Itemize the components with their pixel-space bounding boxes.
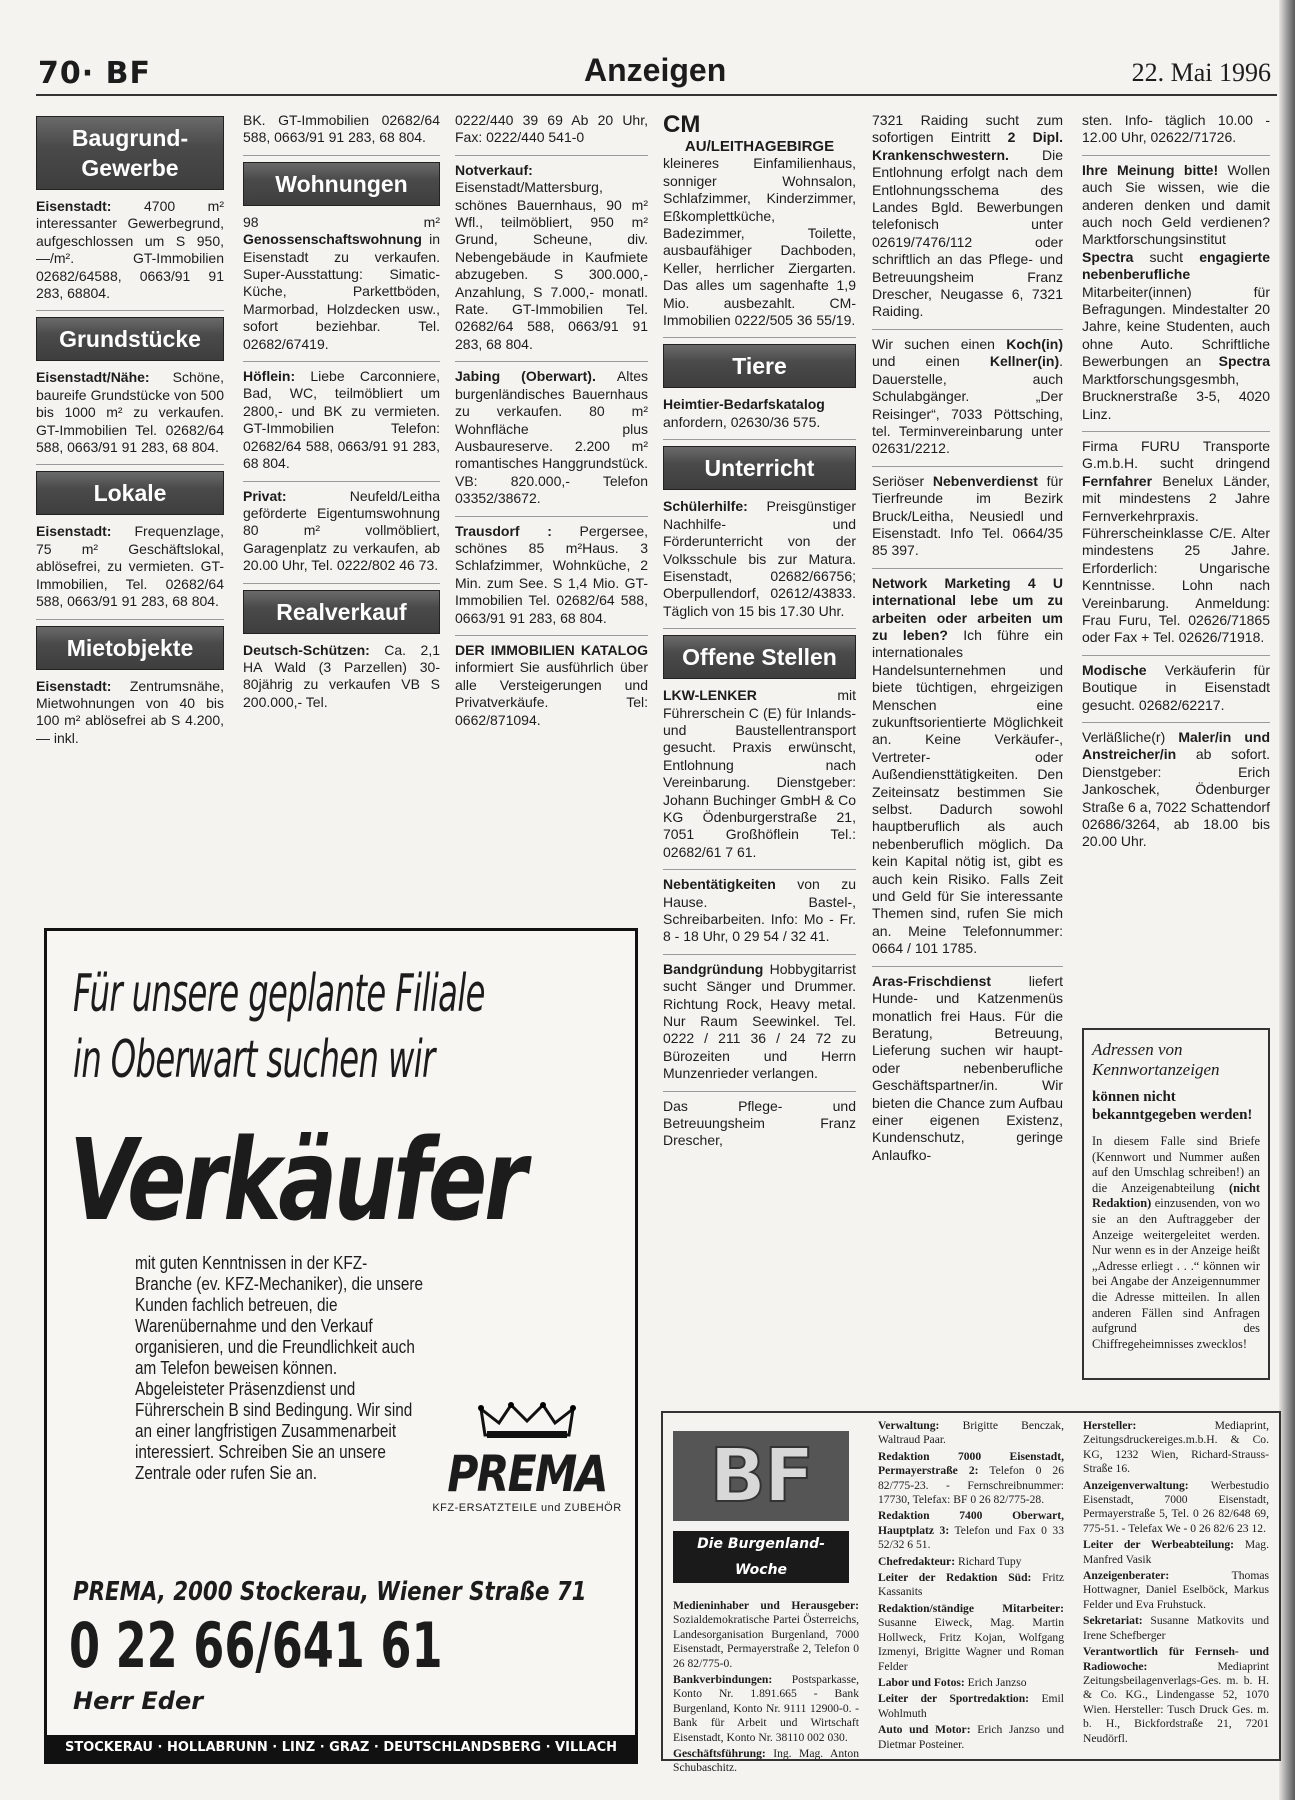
classified-ad — [872, 473, 1063, 569]
section-header: Wohnungen — [243, 162, 440, 206]
kennwort-body-text-2: einzusenden, von wo sie an den Auftraggeber der Anzeige weitergeleitet werden. Nur wenn es in der Anzeige heißt „Adresse erliegt . . .“ können wir bei Angabe der Anzeigennummer die Adresse mitteilen. In allen anderen Fällen sind Anfragen aufgrund des Chiffregeheimnisses zwecklos! — [1092, 1196, 1260, 1351]
impressum-value: Erich Janzso und Dietmar Posteiner. — [878, 1723, 1064, 1751]
impressum-value: Brigitte Benczak, Waltraud Paar. — [878, 1419, 1064, 1447]
ad-lead: Höflein: — [243, 368, 311, 385]
ad-lead: DER IMMOBILIEN KATALOG — [455, 641, 648, 658]
ad-lead: Eisenstadt: — [36, 523, 135, 540]
ad-lead: Aras-Frischdienst — [872, 972, 992, 989]
ad-column-1 — [36, 112, 224, 761]
ad-text: mit Führerschein C (E) für Inlands- und Baustellentransport gesucht. Praxis erwünscht, Entlohnung nach Vereinbarung. Dienstgeber: Johann Buchinger GmbH & Co KG Ödenburgerstraße 21, 7051 Großhöflein Tel.: 02682/61 7 61. — [663, 687, 856, 860]
ad-text: kleineres Einfamilienhaus, sonniger Wohnsalon, Schlafzimmer, Kinderzimmer, Eßkomplettküche, Badezimmer, Toilette, ausbaufähiger Dachboden, Keller, herrlicher Ziergarten. Das alles um sagenhafte 1,9 Mio. ausbezahlt. CM-Immobilien 0222/505 36 55/19. — [663, 155, 856, 329]
impressum-label: Bankverbindungen: — [673, 1673, 773, 1687]
impressum-label: Leiter der Sportredaktion: — [878, 1692, 1030, 1706]
page-binding-shadow — [1279, 0, 1295, 1800]
impressum-label: Sekretariat: — [1083, 1614, 1143, 1628]
kennwort-notice-box — [1082, 1028, 1270, 1380]
ad-text: ab sofort. Dienstgeber: Erich Jankoschek, Ödenburger Straße 6 a, 7022 Schattendorf 02686/3264, ab 18.00 bis 20.00 Uhr. — [1082, 746, 1270, 850]
ad-lead: engagierte nebenberufliche — [1082, 248, 1270, 283]
ad-text: Zentrumsnähe, Mietwohnungen von 40 bis 100 m² ablösefrei ab S 4.200,— inkl. — [36, 677, 224, 746]
classified-ad — [243, 112, 440, 156]
impressum-label: Medieninhaber und Herausgeber: — [673, 1599, 859, 1612]
impressum-entry — [1083, 1569, 1269, 1612]
crown-icon — [477, 1401, 577, 1441]
ad-column-5 — [872, 112, 1063, 1178]
ad-text: Altes burgenländisches Bauernhaus zu verkaufen. 80 m² Wohnfläche plus Ausbaureserve. 2.200 m² romantisches Hanggrundstück. VB: 820.000,- Telefon 03352/38672. — [455, 368, 648, 507]
section-title: Anzeigen — [584, 52, 727, 88]
section-header: Mietobjekte — [36, 626, 224, 670]
ad-text: liefert Hunde- und Katzenmenüs monatlich frei Haus. Für die Beratung, Betreuung, Lieferung suchen wir haupt- oder nebenberufliche Geschäftspartner/in. Wir bieten die Chance zum Aufbau einer eigenen Existenz, Kundenschutz, geringe Anlaufko- — [872, 972, 1063, 1163]
impressum-value: Richard Tupy — [955, 1554, 1022, 1568]
impressum-entry — [878, 1555, 1064, 1569]
ad-lead: 2 Dipl. Krankenschwestern. — [872, 129, 1063, 163]
impressum-value: Thomas Hottwagner, Daniel Eselböck, Markus Felder und Eva Fruhstuck. — [1083, 1569, 1269, 1611]
impressum-label: Redaktion/ständige Mitarbeiter: — [878, 1601, 1064, 1615]
kennwort-title: Adressen von Kennwortanzeigen — [1092, 1040, 1220, 1079]
kennwort-body — [1092, 1134, 1260, 1352]
classified-ad — [243, 488, 440, 584]
impressum-entry — [1083, 1645, 1269, 1746]
classified-ad — [872, 575, 1063, 967]
ad-lead: Ihre Meinung bitte! — [1082, 161, 1219, 178]
ad-text: Die Entlohnung erfolgt nach dem Entlohnungsschema des Landes Bgld. Bewerbungen telefonisch unter 02619/7476/112 oder schriftlich an das Pflege- und Betreuungsheim Franz Drescher, Neugasse 6, 7321 Raiding. — [872, 146, 1063, 320]
ad-lead: Modische — [1082, 661, 1147, 678]
ad-text: Firma FURU Transporte G.m.b.H. sucht dringend — [1082, 437, 1270, 472]
classified-ad — [1082, 729, 1270, 859]
ad-text: in Eisenstadt zu verkaufen. Super-Ausstattung: Simatic-Küche, Parkettböden, Marmorbad, Holzdecken usw., sofort beziehbar. Tel. 02682/67419. — [243, 231, 440, 352]
impressum-entry — [1083, 1614, 1269, 1643]
ad-text: 0222/440 39 69 Ab 20 Uhr, Fax: 0222/440 541-0 — [455, 112, 648, 146]
ad-lead: Network Marketing 4 U international lebe um zu arbeiten oder arbeiten um zu leben? — [872, 574, 1063, 643]
classified-ad — [243, 642, 440, 720]
impressum-label: Auto und Motor: — [878, 1723, 971, 1737]
impressum-value: Emil Wohlmuth — [878, 1692, 1064, 1720]
impressum-value: Werbestudio Eisenstadt, 7000 Eisenstadt, Permayerstraße 5, Tel. 0 26 82/648 69, 775-51. - Telefax We - 0 26 82/6 23 12. — [1083, 1478, 1269, 1535]
classified-ad — [455, 642, 648, 737]
ad-text: Verläßliche(r) — [1082, 729, 1179, 745]
classified-ad — [1082, 112, 1270, 156]
ad-location: AU/LEITHAGEBIRGE — [684, 138, 835, 155]
classified-ad — [243, 368, 440, 481]
impressum-entry — [878, 1692, 1064, 1721]
prema-tagline: KFZ-ERSATZTEILE und ZUBEHÖR — [432, 1502, 622, 1514]
ad-text: Benelux Länder, mit mindestens 2 Jahre Fernverkehrpraxis. Führerscheinklasse C/E. Alter mindestens 25 Jahre. Erforderlich: Ungarische Kenntnisse. Lohn nach Vereinbarung. Anmeldung: Frau Furu, Tel. 02626/71865 oder Fax + Tel. 02626/71918. — [1082, 472, 1270, 646]
ad-lead: Privat: — [243, 487, 350, 504]
ad-text: Mitarbeiter(innen) für Befragungen. Mindestalter 20 Jahre, keine Studenten, auch ohne Auto. Schriftliche Bewerbungen an — [1082, 283, 1270, 370]
impressum-value: Mediaprint Zeitungsbeilagenverlags-Ges. m. b. H. & Co. KG., Lindengasse 52, 1070 Wien. Hersteller: Tusch Druck Ges. m. b. H., Bickfordstraße 21, 7201 Neudörfl. — [1083, 1659, 1269, 1745]
ad-lead: Spectra — [1082, 248, 1134, 265]
ad-text: Hobbygitarrist sucht Sänger und Drummer. Richtung Rock, Heavy metal. Nur Raum Seewinkel. Tel. 0222 / 211 36 / 24 72 zu Bürozeiten und Herrn Munzenrieder verlangen. — [663, 960, 856, 1082]
impressum-entry — [878, 1676, 1064, 1690]
section-header: Lokale — [36, 471, 224, 515]
impressum-label: Anzeigenverwaltung: — [1083, 1478, 1189, 1492]
section-header: Baugrund- Gewerbe — [36, 116, 224, 190]
classified-ad — [872, 973, 1063, 1172]
impressum-value: Susanne Matkovits und Irene Schefberger — [1083, 1614, 1269, 1642]
kennwort-body-bold: (nicht Redaktion) — [1092, 1180, 1260, 1211]
impressum-entry — [878, 1571, 1064, 1600]
impressum-value: Fritz Kassanits — [878, 1571, 1064, 1599]
impressum-value: Susanne Eiweck, Mag. Martin Hollweck, Fritz Kojan, Wolfgang Izmenyi, Brigitte Wagner und Roman Felder — [878, 1616, 1064, 1673]
prema-logo — [432, 1401, 622, 1514]
ad-text: Wollen auch Sie wissen, wie die anderen denken und damit auch noch Geld verdienen? Marktforschungsinstitut — [1082, 161, 1271, 248]
header-rule — [36, 94, 1277, 96]
classified-ad — [663, 961, 856, 1092]
classified-ad — [872, 112, 1063, 330]
impressum-label: Redaktion 7400 Oberwart, Hauptplatz 3: — [878, 1509, 1064, 1537]
page-number: 70· BF — [38, 56, 151, 91]
ad-lead: Heimtier-Bedarfskatalog — [663, 396, 825, 413]
advertiser-logo: CM — [663, 111, 701, 138]
ad-lead: Schülerhilfe: — [663, 498, 767, 515]
classified-ad — [36, 369, 224, 465]
ad-text: sucht — [1133, 248, 1200, 265]
ad-text: Eisenstadt/Mattersburg, schönes Bauernhaus, 90 m² Wfl., teilmöbliert, 950 m² Grund, Scheune, div. Nebengebäude in Kaufmiete abzugeben. S 300.000,- Anzahlung, S 7.000,- monatl. Rate. GT-Immobilien Tel. 02682/64 588, 0663/91 91 283, 68 804. — [455, 179, 648, 352]
ad-lead: Eisenstadt/Nähe: — [36, 369, 173, 386]
impressum-entry — [673, 1599, 859, 1671]
prema-wordmark: PREMA — [447, 1445, 607, 1503]
ad-text: Das Pflege- und Betreuungsheim Franz Drescher, — [663, 1097, 856, 1149]
section-header: Unterricht — [663, 446, 856, 490]
impressum-column-2 — [878, 1419, 1064, 1754]
impressum-value: Postsparkasse, Konto Nr. 1.891.665 - Bank Burgenland, Konto Nr. 9111 12900-0. - Bank für Arbeit und Wirtschaft Eisenstadt, Konto Nr. 38110 002 030. — [673, 1673, 859, 1744]
classified-ad — [663, 498, 856, 629]
impressum-box — [661, 1411, 1281, 1775]
ad-text: Ca. 2,1 HA Wald (3 Parzellen) 30-80jährig zu verkaufen VB S 200.000,- Tel. — [243, 641, 440, 710]
ad-text: informiert Sie ausführlich über alle Versteigerungen und Privatverkäufe. Tel: 0662/871094. — [455, 659, 648, 728]
ad-headline: Für unsere geplante Filiale in Oberwart suchen wir — [73, 964, 485, 1090]
impressum-entry — [878, 1419, 1064, 1448]
issue-date: 22. Mai 1996 — [1131, 58, 1271, 87]
impressum-value: Telefon und Fax 0 33 52/32 6 51. — [878, 1523, 1064, 1552]
ad-lead: Koch(in) — [1006, 335, 1063, 352]
ad-text: Frequenzlage, 75 m² Geschäftslokal, ablösefrei, zu vermieten. GT-Immobilien, Tel. 02682/64 588, 0663/91 91 283, 68 804. — [36, 523, 224, 610]
ad-column-3 — [455, 112, 648, 743]
classified-ad — [455, 523, 648, 636]
impressum-label: Labor und Fotos: — [878, 1675, 965, 1689]
ad-lead: Maler/in und Anstreicher/in — [1082, 729, 1270, 763]
ad-text: 7321 Raiding sucht zum sofortigen Eintritt — [872, 112, 1063, 146]
ad-body: mit guten Kenntnissen in der KFZ-Branche (ev. KFZ-Mechaniker), die unsere Kunden fachlich betreuen, die Warenübernahme und den Verkauf organisieren, und die Freundlichkeit auch am Telefon beweisen können. Abgeleisteter Präsenzdienst und Führerschein B sind Bedingung. Wir sind an einer langfristigen Zusammenarbeit interessiert. Schreiben Sie an unsere Zentrale oder rufen Sie an. — [135, 1253, 423, 1483]
classified-ad — [1082, 438, 1270, 656]
section-header: Offene Stellen — [663, 635, 856, 679]
section-header: Tiere — [663, 344, 856, 388]
kennwort-subtitle: können nicht bekanntgegeben werden! — [1092, 1089, 1253, 1123]
ad-text: sten. Info- täglich 10.00 - 12.00 Uhr, 02622/71726. — [1082, 112, 1270, 146]
prema-job-ad — [44, 928, 638, 1764]
ad-lead: Fernfahrer — [1082, 472, 1153, 489]
ad-lead: Spectra — [1218, 353, 1270, 370]
impressum-entry — [1083, 1538, 1269, 1567]
ad-lead: Kellner(in) — [989, 353, 1060, 370]
kennwort-body-text: In diesem Falle sind Briefe (Kennwort und Nummer außen auf den Umschlag schreiben!) an die Anzeigenabteilung — [1092, 1134, 1260, 1195]
classified-ad — [243, 214, 440, 362]
ad-text: Neufeld/Leitha geförderte Eigentumswohnung 80 m² vollmöbliert, Garagenplatz zu verkaufen, ab 20.00 Uhr, Tel. 0222/802 46 73. — [243, 487, 440, 574]
ad-lead: Jabing (Oberwart). — [455, 368, 617, 385]
impressum-value: Telefon 0 26 82/775-23. - Fernschreibnummer: 17730, Telefax: BF 0 26 82/775-28. — [878, 1464, 1064, 1507]
ad-text: Wir suchen einen — [872, 335, 1007, 352]
classified-ad — [455, 368, 648, 516]
ad-text: Schöne, baureife Grundstücke von 500 bis 1000 m² zu verkaufen. GT-Immobilien Tel. 02682/64 588, 0663/91 91 283, 68 804. — [36, 369, 224, 456]
bf-logo: BF — [673, 1431, 849, 1521]
ad-text: . Dauerstelle, auch Schulabgänger. „Der Reisinger“, 7033 Pöttsching, tel. Terminvereinbarung unter 02631/2212. — [872, 353, 1063, 457]
ad-text: für Tierfreunde im Bezirk Bruck/Leitha, Neusiedl und Eisenstadt. Info Tel. 0664/35 85 397. — [872, 472, 1063, 559]
ad-lead: Nebenverdienst — [932, 472, 1038, 489]
ad-column-6 — [1082, 112, 1270, 865]
impressum-value: Mag. Manfred Vasik — [1083, 1538, 1269, 1566]
ad-text: Ich führe ein internationales Handelsunternehmen und biete tüchtigen, ehrgeizigen Menschen eine zukunftsorientierte Möglichkeit an. Keine Verkäufer-, Vertreter- oder Außendiensttätigkeiten. Den Zeiteinsatz bestimmen Sie selbst. Dadurch sowohl hauptberuflich als auch nebenberuflich möglich. Da kein Kapital nötig ist, gibt es auch kein Risiko. Falls Zeit und Geld für Sie interessante Themen sind, rufen Sie mich an. Meine Telefonnummer: 0664 / 101 1785. — [872, 626, 1063, 957]
ad-text: anfordern, 02630/36 575. — [663, 413, 821, 430]
classified-ad — [36, 678, 224, 756]
ad-text: BK. GT-Immobilien 02682/64 588, 0663/91 91 283, 68 804. — [243, 112, 440, 146]
ad-text: Verkäuferin für Boutique in Eisenstadt gesucht. 02682/62217. — [1082, 661, 1270, 713]
ad-locations-bar: STOCKERAU · HOLLABRUNN · LINZ · GRAZ · DEUTSCHLANDSBERG · VILLACH — [47, 1735, 635, 1761]
ad-lead: Bandgründung — [663, 960, 770, 977]
ad-lead: Deutsch-Schützen: — [243, 641, 385, 658]
ad-contact: Herr Eder — [73, 1687, 204, 1715]
ad-column-2 — [243, 112, 440, 725]
impressum-entry — [673, 1673, 859, 1745]
classified-ad — [663, 112, 856, 338]
impressum-value: Mediaprint, Zeitungsdruckereiges.m.b.H. & Co. KG, 1232 Wien, Richard-Strauss-Straße 16. — [1083, 1419, 1269, 1476]
ad-lead: Eisenstadt: — [36, 677, 130, 694]
impressum-entry — [878, 1450, 1064, 1508]
impressum-value: Ing. Mag. Anton Schubaschitz. — [673, 1747, 859, 1775]
ad-text: Preisgünstiger Nachhilfe- und Förderunterricht von der Volksschule bis zur Matura. Eisenstadt, 02682/66756; Oberpullendorf, 02612/43833. Täglich von 15 bis 17.30 Uhr. — [663, 498, 856, 619]
impressum-value: Erich Janzso — [964, 1675, 1027, 1689]
classified-ad — [36, 198, 224, 311]
ad-lead: Trausdorf : — [455, 522, 580, 539]
impressum-entry — [878, 1723, 1064, 1752]
ad-lead: LKW-LENKER — [663, 687, 838, 704]
impressum-label: Verwaltung: — [878, 1419, 940, 1432]
ad-text: Liebe Carconniere, Bad, WC, teilmöbliert um 2800,- und BK zu vermieten. GT-Immobilien Telefon: 02682/64 588, 0663/91 91 283, 68 804. — [243, 368, 441, 472]
classified-ad — [455, 162, 648, 362]
ad-phone: 0 22 66/641 61 — [69, 1609, 443, 1682]
classified-ad — [1082, 662, 1270, 723]
classified-ad — [1082, 162, 1270, 432]
ad-text: und einen — [872, 353, 990, 370]
classified-ad — [872, 336, 1063, 467]
impressum-column-1 — [673, 1419, 859, 1778]
classified-ad — [663, 1098, 856, 1158]
ad-text: 4700 m² interessanter Gewerbegrund, aufgeschlossen um S 950,—/m². GT-Immobilien 02682/64588, 0663/91 91 283, 68804. — [36, 198, 224, 302]
impressum-label: Chefredakteur: — [878, 1554, 956, 1568]
ad-text: 98 m² — [243, 213, 440, 230]
impressum-label: Hersteller: — [1083, 1419, 1137, 1432]
impressum-entry — [1083, 1419, 1269, 1477]
impressum-entry — [673, 1747, 859, 1776]
ad-lead: Genossenschaftswohnung — [243, 231, 422, 248]
classified-ad — [663, 687, 856, 870]
impressum-label: Leiter der Werbeabteilung: — [1083, 1538, 1235, 1552]
impressum-entry — [878, 1602, 1064, 1674]
impressum-label: Leiter der Redaktion Süd: — [878, 1571, 1032, 1585]
ad-column-4 — [663, 112, 856, 1164]
impressum-column-3 — [1083, 1419, 1269, 1748]
ad-position: Verkäufer — [69, 1116, 525, 1246]
ad-lead: Eisenstadt: — [36, 198, 144, 214]
ad-address: PREMA, 2000 Stockerau, Wiener Straße 71 — [73, 1577, 587, 1607]
impressum-value: Sozialdemokratische Partei Österreichs, Landesorganisation Burgenland, 7000 Eisenstadt, Permayerstraße 2, Telefon 0 26 82/775-0. — [673, 1613, 859, 1670]
classified-ad — [663, 876, 856, 955]
classified-ad — [455, 112, 648, 156]
ad-text: Pergersee, schönes 85 m²Haus. 3 Schlafzimmer, Wohnküche, 2 Min. zum See. S 1,4 Mio. GT-Immobilien Tel. 02682/64 588, 0663/91 91 283, 68 804. — [455, 522, 648, 626]
classified-ad — [36, 523, 224, 619]
classified-ad — [663, 396, 856, 440]
impressum-label: Redaktion 7000 Eisenstadt, Permayerstraße 2: — [878, 1449, 1064, 1478]
impressum-label: Anzeigenberater: — [1083, 1569, 1170, 1583]
ad-text: Seriöser — [872, 472, 933, 489]
impressum-entry — [1083, 1479, 1269, 1537]
impressum-label: Geschäftsführung: — [673, 1747, 766, 1761]
bf-logo-subtitle: Die Burgenland-Woche — [673, 1531, 849, 1583]
impressum-label: Verantwortlich für Fernseh- und Radiowoche: — [1083, 1645, 1269, 1673]
ad-lead: Nebentätigkeiten — [663, 876, 798, 893]
section-header: Grundstücke — [36, 317, 224, 361]
ad-lead: Notverkauf: — [455, 161, 533, 178]
ad-text: von zu Hause. Bastel-, Schreibarbeiten. Info: Mo - Fr. 8 - 18 Uhr, 0 29 54 / 32 41. — [663, 876, 856, 945]
section-header: Realverkauf — [243, 590, 440, 634]
impressum-entry — [878, 1509, 1064, 1552]
ad-text: Marktforschungsgesmbh, Brucknerstraße 3-5, 4020 Linz. — [1082, 370, 1270, 422]
